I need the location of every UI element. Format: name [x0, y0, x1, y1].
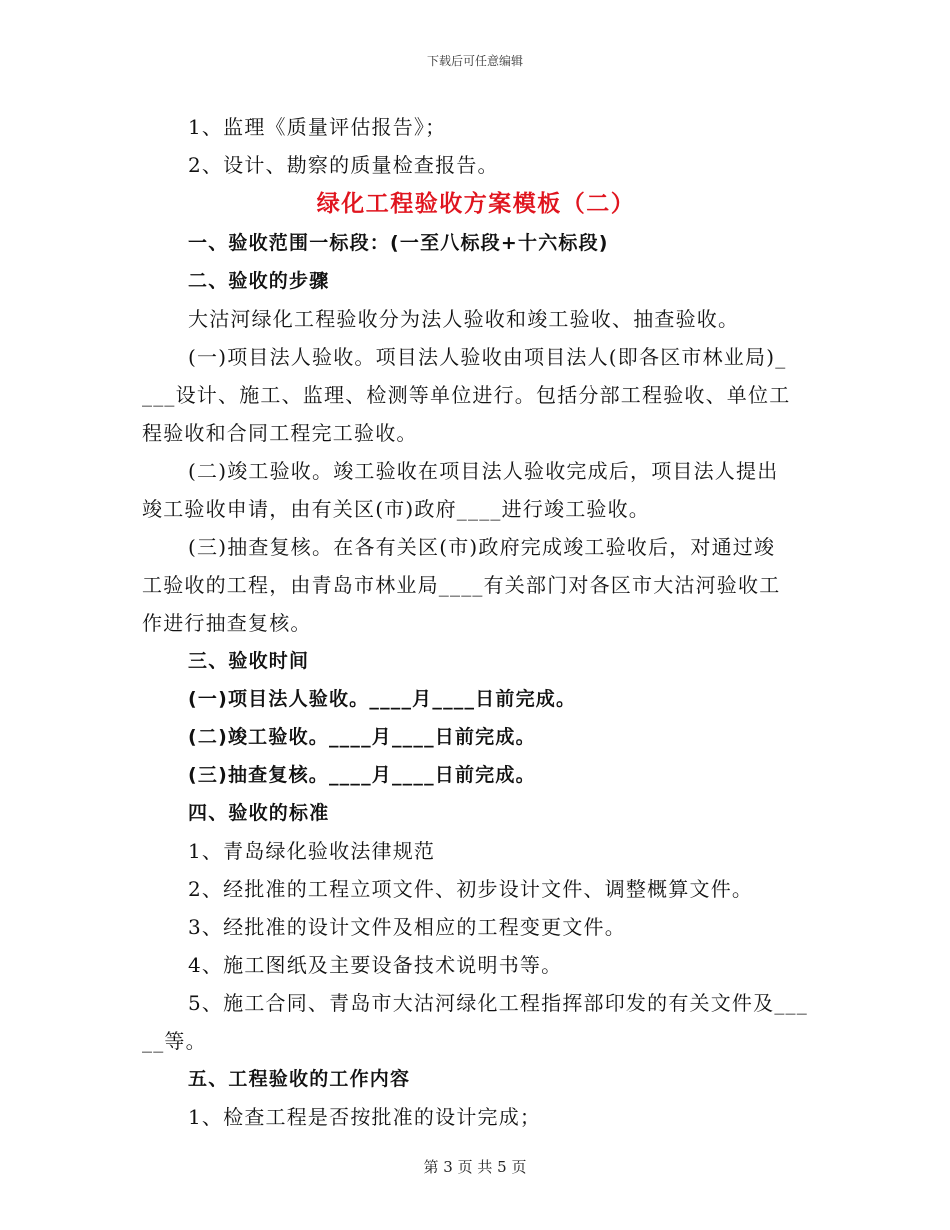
schedule-item: (一)项目法人验收。____月____日前完成。: [188, 688, 577, 710]
paragraph-line: (二)竣工验收。竣工验收在项目法人验收完成后，项目法人提出: [188, 459, 779, 483]
section-heading: 二、验收的步骤: [188, 270, 330, 292]
document-body: [142, 108, 810, 1136]
paragraph-line: 1、监理《质量评估报告》；: [188, 115, 447, 139]
section-heading: 三、验收时间: [188, 650, 310, 672]
paragraph-line: ___设计、施工、监理、检测等单位进行。包括分部工程验收、单位工: [142, 383, 791, 407]
paragraph-line: 工验收的工程，由青岛市林业局____有关部门对各区市大沽河验收工: [142, 573, 781, 597]
paragraph-line: 竣工验收申请，由有关区(市)政府____进行竣工验收。: [142, 497, 651, 521]
list-item: 1、青岛绿化验收法律规范: [188, 839, 436, 863]
list-item: 1、检查工程是否按批准的设计完成；: [188, 1105, 542, 1129]
paragraph-line: (三)抽查复核。在各有关区(市)政府完成竣工验收后，对通过竣: [188, 535, 776, 559]
paragraph-line: 程验收和合同工程完工验收。: [142, 421, 418, 445]
paragraph-line: 大沽河绿化工程验收分为法人验收和竣工验收、抽查验收。: [188, 307, 740, 331]
list-item: 3、经批准的设计文件及相应的工程变更文件。: [188, 915, 626, 939]
schedule-item: (三)抽查复核。____月____日前完成。: [188, 764, 536, 786]
document-title: 绿化工程验收方案模板（二）: [316, 191, 636, 217]
list-item: 4、施工图纸及主要设备技术说明书等。: [188, 953, 563, 977]
paragraph-line: (一)项目法人验收。项目法人验收由项目法人(即各区市林业局)_: [188, 345, 787, 369]
page-footer: 第 3 页 共 5 页: [423, 1158, 527, 1176]
list-item-continuation: __等。: [142, 1029, 207, 1053]
section-heading: 五、工程验收的工作内容: [188, 1068, 411, 1090]
section-heading: 一、验收范围一标段：(一至八标段+十六标段): [188, 232, 609, 254]
page-header: 下载后可任意编辑: [426, 54, 523, 68]
list-item: 5、施工合同、青岛市大沽河绿化工程指挥部印发的有关文件及___: [188, 991, 808, 1015]
schedule-item: (二)竣工验收。____月____日前完成。: [188, 726, 536, 748]
paragraph-line: 2、设计、勘察的质量检查报告。: [188, 153, 499, 177]
section-heading: 四、验收的标准: [188, 802, 330, 824]
paragraph-line: 作进行抽查复核。: [142, 611, 312, 635]
list-item: 2、经批准的工程立项文件、初步设计文件、调整概算文件。: [188, 877, 754, 901]
